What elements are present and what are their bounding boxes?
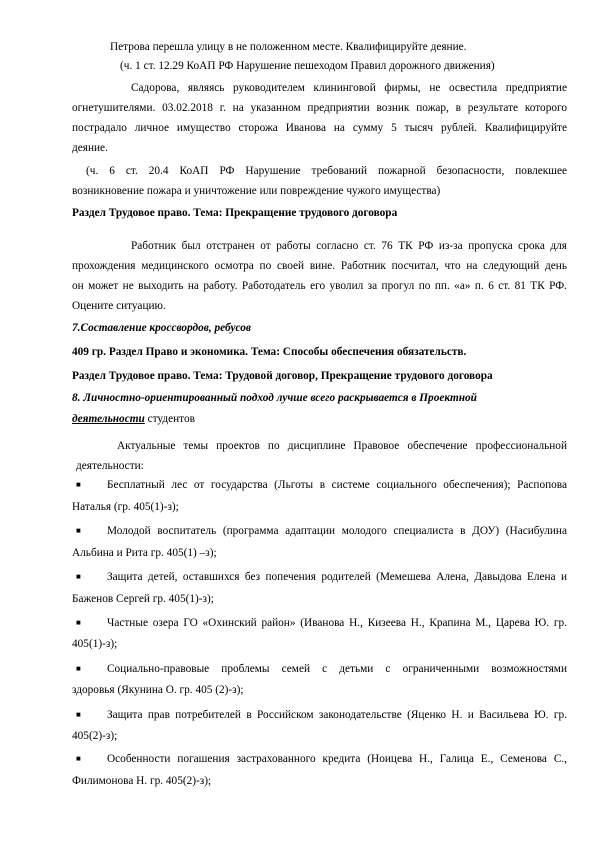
list-item: Частные озера ГО «Охинский район» (Иванова Н., Кизеева Н., Крапина М., Царева Ю. гр. xyxy=(107,617,567,629)
list-item: Особенности погашения застрахованного кредита (Ноицева Н., Галица Е., Семенова С., xyxy=(107,753,567,765)
list-item: Наталья (гр. 405(1)-з); xyxy=(72,501,179,513)
task-text: Садорова, являясь руководителем клининговой фирмы, не освестила предприятие xyxy=(131,82,567,94)
section-heading: Раздел Трудовое право. Тема: Трудовой договор, Прекращение трудового договора xyxy=(72,370,493,382)
list-item: Баженов Сергей гр. 405(1)-з); xyxy=(72,593,214,605)
bullet-icon: ■ xyxy=(76,618,81,627)
bullet-icon: ■ xyxy=(76,572,81,581)
section-heading: Раздел Трудовое право. Тема: Прекращение трудового договора xyxy=(72,207,398,219)
task-text: Петрова перешла улицу в не положенном месте. Квалифицируйте деяние. xyxy=(110,41,467,53)
task-answer: возникновение пожара и уничтожение или повреждение чужого имущества) xyxy=(72,185,441,197)
section-heading: 8. Личностно-ориентированный подход лучше всего раскрывается в Проектной xyxy=(72,392,477,404)
bullet-icon: ■ xyxy=(76,526,81,535)
bullet-icon: ■ xyxy=(76,754,81,763)
task-text: он может не выходить на работу. Работодатель его уволил за прогул по пп. «а» п. 6 ст. 81 ТК РФ. xyxy=(72,280,567,292)
task-text: деяние. xyxy=(72,142,108,154)
section-heading: 409 гр. Раздел Право и экономика. Тема: Способы обеспечения обязательств. xyxy=(72,346,467,358)
list-item: Защита прав потребителей в Российском законодательстве (Яценко Н. и Васильева Ю. гр. xyxy=(107,709,567,721)
bullet-icon: ■ xyxy=(76,710,81,719)
task-text: Оцените ситуацию. xyxy=(72,300,166,312)
list-item: Социально-правовые проблемы семей с детьми с ограниченными возможностями xyxy=(107,663,567,675)
task-answer: (ч. 6 ст. 20.4 КоАП РФ Нарушение требований пожарной безопасности, повлекшее xyxy=(86,165,567,177)
paragraph: Актуальные темы проектов по дисциплине Правовое обеспечение профессиональной xyxy=(117,440,567,452)
task-text: прохождения медицинского осмотра по своей вине. Работник посчитал, что на следующий день xyxy=(72,260,567,272)
list-item: Альбина и Рита гр. 405(1) –з); xyxy=(72,547,217,559)
list-item: 405(1)-з); xyxy=(72,638,118,650)
list-item: Филимонова Н. гр. 405(2)-з); xyxy=(72,775,212,787)
heading-tail: студентов xyxy=(144,413,195,425)
list-item: 405(2)-з); xyxy=(72,730,118,742)
list-item: Молодой воспитатель (программа адаптации молодого специалиста в ДОУ) (Насибулина xyxy=(107,525,567,537)
task-answer: (ч. 1 ст. 12.29 КоАП РФ Нарушение пешеходом Правил дорожного движения) xyxy=(120,60,495,72)
list-item: Бесплатный лес от государства (Льготы в системе социального обеспечения); Распопова xyxy=(107,479,567,491)
paragraph: деятельности: xyxy=(76,460,144,472)
section-heading: 7.Составление кроссвордов, ребусов xyxy=(72,322,251,334)
task-text: огнетушителями. 03.02.2018 г. на указанном предприятии возник пожар, в результате которого xyxy=(72,102,567,114)
task-text: пострадало личное имущество сторожа Иванова на сумму 5 тысяч рублей. Квалифицируйте xyxy=(72,122,567,134)
underlined-term: деятельности xyxy=(72,413,145,425)
list-item: здоровья (Якунина О. гр. 405 (2)-з); xyxy=(72,684,244,696)
bullet-icon: ■ xyxy=(76,480,81,489)
bullet-icon: ■ xyxy=(76,664,81,673)
section-heading-cont xyxy=(72,412,195,426)
task-text: Работник был отстранен от работы согласно ст. 76 ТК РФ из-за пропуска срока для xyxy=(131,240,567,252)
list-item: Защита детей, оставшихся без попечения родителей (Мемешева Алена, Давыдова Елена и xyxy=(107,571,567,583)
